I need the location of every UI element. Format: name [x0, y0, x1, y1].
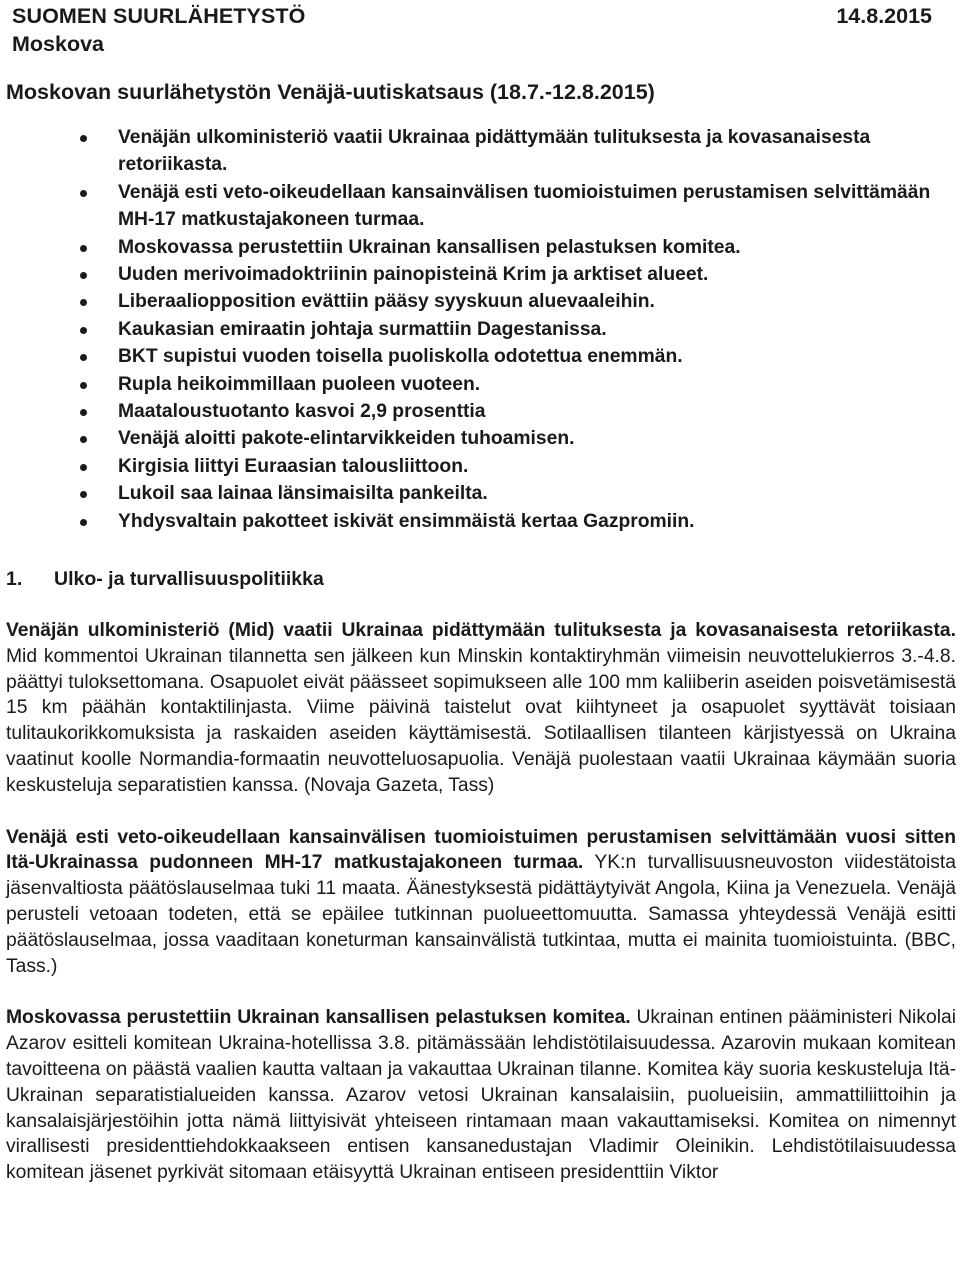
review-title: Moskovan suurlähetystön Venäjä-uutiskatsaus (18.7.-12.8.2015)	[6, 80, 655, 104]
article-paragraph	[6, 1005, 956, 1186]
article-body	[6, 618, 956, 1212]
summary-item: Uuden merivoimadoktriinin painopisteinä Krim ja arktiset alueet.	[0, 261, 940, 288]
summary-item: Rupla heikoimmillaan puoleen vuoteen.	[0, 371, 940, 398]
paragraph-lead: Venäjä esti veto-oikeudellaan kansainvälisen tuomioistuimen perustamisen selvittämään vuosi sitten Itä-Ukrainassa pudonneen MH-17 matkustajakoneen turmaa.	[6, 826, 956, 874]
summary-item: Moskovassa perustettiin Ukrainan kansallisen pelastuksen komitea.	[0, 234, 940, 261]
summary-item: Venäjä esti veto-oikeudellaan kansainvälisen tuomioistuimen perustamisen selvittämään MH-17 matkustajakoneen turmaa.	[0, 179, 940, 234]
article-paragraph	[6, 618, 956, 799]
section-heading	[6, 568, 324, 591]
summary-item: BKT supistui vuoden toisella puoliskolla odotettua enemmän.	[0, 343, 940, 370]
summary-item: Kaukasian emiraatin johtaja surmattiin Dagestanissa.	[0, 316, 940, 343]
document-date: 14.8.2015	[836, 4, 932, 28]
organization-name: SUOMEN SUURLÄHETYSTÖ	[12, 4, 306, 28]
summary-item: Maataloustuotanto kasvoi 2,9 prosenttia	[0, 398, 940, 425]
paragraph-text: YK:n turvallisuusneuvoston viidestätoista jäsenvaltiosta päätöslauselmaa tuki 11 maata. Äänestyksestä pidättäytyivät Angola, Kiina ja Venezuela. Venäjä perusteli vetoaan todeten, että se epäilee tutkinnan puolueettomuutta. Samassa yhteydessä Venäjä esitti päätöslauselmaa, jossa vaaditaan koneturman kansainvälistä tutkintaa, mutta ei mainita tuomioistuinta. (BBC, Tass.)	[6, 852, 956, 977]
summary-list	[0, 124, 940, 535]
article-paragraph	[6, 825, 956, 980]
section-number: 1.	[6, 568, 23, 590]
paragraph-text: Ukrainan entinen pääministeri Nikolai Azarov esitteli komitean Ukraina-hotellissa 3.8. pitämässään lehdistötilaisuudessa. Azarovin mukaan komitean tavoitteena on päästä vaalien kautta valtaan ja vakauttaa Ukrainan tilanne. Komitea käy suoria keskusteluja Itä-Ukrainan separatistialueiden kanssa. Azarov vetosi Ukrainan kansalaisiin, puolueisiin, ammattiliittoihin ja kansalaisjärjestöihin jotta nämä liittyisivät yhteiseen rintamaan maan vakauttamiseksi. Komitea on nimennyt virallisesti presidenttiehdokkaakseen entisen kansanedustajan Vladimir Oleinikin. Lehdistötilaisuudessa komitean jäsenet pyrkivät sitomaan etäisyyttä Ukrainan entiseen presidenttiin Viktor	[6, 1007, 956, 1184]
summary-item: Liberaaliopposition evättiin pääsy syyskuun aluevaaleihin.	[0, 288, 940, 315]
summary-item: Venäjän ulkoministeriö vaatii Ukrainaa pidättymään tulituksesta ja kovasanaisesta retoriikasta.	[0, 124, 940, 179]
paragraph-text: Mid kommentoi Ukrainan tilannetta sen jälkeen kun Minskin kontaktiryhmän viimeisin neuvottelukierros 3.-4.8. päättyi tuloksettomana. Osapuolet eivät päässeet sopimukseen alle 100 mm kaliiberin aseiden poisvetämisestä 15 km päähän kontaktilinjasta. Viime päivinä taistelut ovat kiihtyneet ja osapuolet syyttävät toisiaan tulitaukorikkomuksista ja raskaiden aseiden käyttämisestä. Sotilaallisen tilanteen kärjistyessä on Ukraina vaatinut koolle Normandia-formaatin neuvotteluosapuolia. Venäjä puolestaan vaatii Ukrainaa käymään suoria keskusteluja separatistien kanssa. (Novaja Gazeta, Tass)	[6, 645, 956, 796]
summary-item: Kirgisia liittyi Euraasian talousliittoon.	[0, 453, 940, 480]
section-title: Ulko- ja turvallisuuspolitiikka	[54, 568, 324, 590]
summary-item: Lukoil saa lainaa länsimaisilta pankeilta.	[0, 480, 940, 507]
paragraph-lead: Moskovassa perustettiin Ukrainan kansallisen pelastuksen komitea.	[6, 1007, 631, 1029]
document-header	[6, 0, 954, 66]
summary-item: Yhdysvaltain pakotteet iskivät ensimmäistä kertaa Gazpromiin.	[0, 508, 940, 535]
paragraph-lead: Venäjän ulkoministeriö (Mid) vaatii Ukrainaa pidättymään tulituksesta ja kovasanaisesta retoriikasta.	[6, 620, 956, 641]
summary-item: Venäjä aloitti pakote-elintarvikkeiden tuhoamisen.	[0, 425, 940, 452]
city-name: Moskova	[12, 32, 105, 56]
